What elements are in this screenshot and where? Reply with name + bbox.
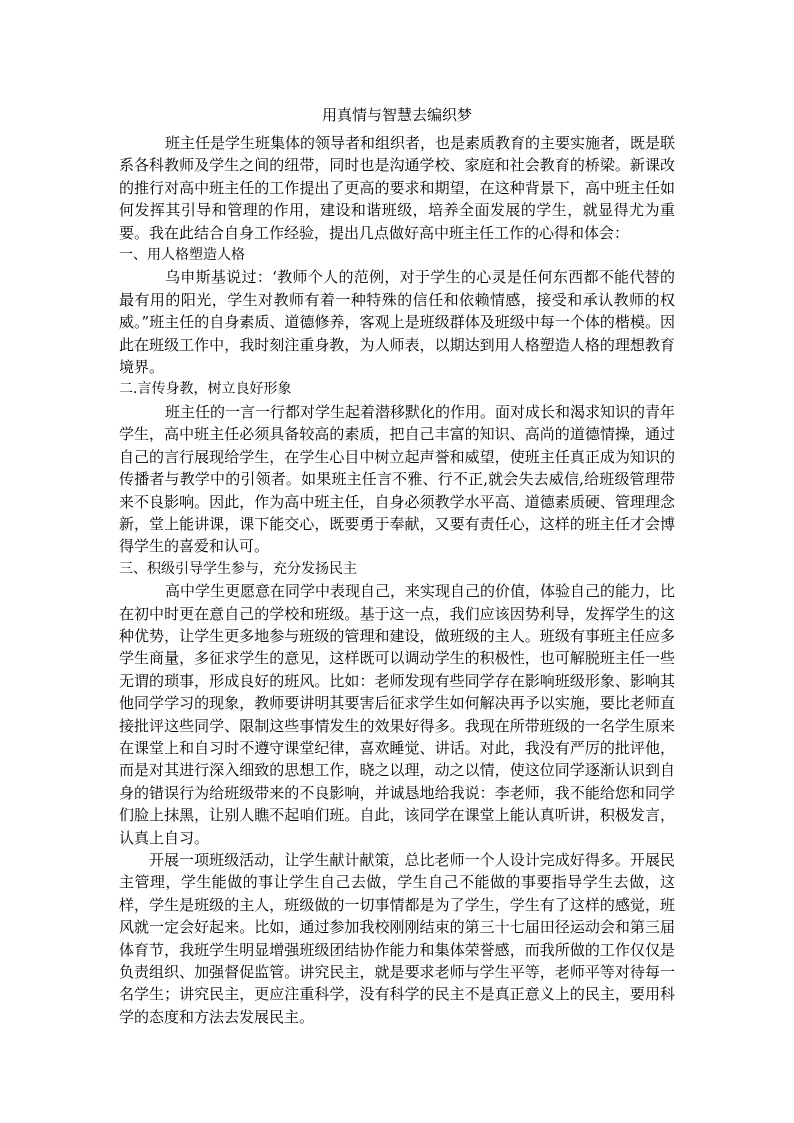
section-1-heading: 一、用人格塑造人格 bbox=[119, 247, 245, 264]
section-2-heading: 二.言传身教，树立良好形象 bbox=[119, 381, 292, 398]
section-3-heading: 三、积级引导学生参与，充分发扬民主 bbox=[119, 560, 357, 577]
intro-paragraph: 班主任是学生班集体的领导者和组织者，也是素质教育的主要实施者，既是联系各科教师及学生之间的纽带，同时也是沟通学校、家庭和社会教育的桥梁。新课改的推行对高中班主任的工作提出了更高的要求和期望，在这种背景下，高中班主任如何发挥其引导和管理的作用，建设和谐班级，培养全面发展的学生，就显得尤为重要。我在此结合自身工作经验，提出几点做好高中班主任工作的心得和体会： bbox=[119, 134, 676, 242]
section-3-paragraph-2: 开展一项班级活动，让学生献计献策，总比老师一个人设计完成好得多。开展民主管理，学生能做的事让学生自己去做，学生自己不能做的事要指导学生去做，这样，学生是班级的主人，班级做的一切事情都是为了学生，学生有了这样的感觉，班风就一定会好起来。比如，通过参加我校刚刚结束的第三十七届田径运动会和第三届体育节，我班学生明显增强班级团结协作能力和集体荣誉感，而我所做的工作仅仅是负责组织、加强督促监管。讲究民主，就是要求老师与学生平等，老师平等对待每一名学生；讲究民主，更应注重科学，没有科学的民主不是真正意义上的民主，要用科学的态度和方法去发展民主。 bbox=[119, 851, 675, 1026]
document-title: 用真情与智慧去编织梦 bbox=[321, 106, 472, 124]
section-3-paragraph-1: 高中学生更愿意在同学中表现自己，来实现自己的价值，体验自己的能力，比在初中时更在意自己的学校和班级。基于这一点，我们应该因势利导，发挥学生的这种优势，让学生更多地参与班级的管理和建设，做班级的主人。班级有事班主任应多学生商量，多征求学生的意见，这样既可以调动学生的积极性，也可解脱班主任一些无谓的琐事，形成良好的班风。比如：老师发现有些同学存在影响班级形象、影响其他同学学习的现象，教师要讲明其要害后征求学生如何解决再予以实施，要比老师直接批评这些同学、限制这些事情发生的效果好得多。我现在所带班级的一名学生原来在课堂上和自习时不遵守课堂纪律，喜欢睡觉、讲话。对此，我没有严厉的批评他，而是对其进行深入细致的思想工作，晓之以理，动之以情，使这位同学逐渐认识到自身的错误行为给班级带来的不良影响，并诚恳地给我说：李老师，我不能给您和同学们脸上抹黑，让别人瞧不起咱们班。自此，该同学在课堂上能认真听讲，积极发言，认真上自习。 bbox=[119, 582, 676, 847]
section-1-paragraph: 乌申斯基说过：‘教师个人的范例，对于学生的心灵是任何东西都不能代替的最有用的阳光，学生对教师有着一种特殊的信任和依赖情感，接受和承认教师的权威。”班主任的自身素质、道德修养，客观上是班级群体及班级中每一个体的楷模。因此在班级工作中，我时刻注重身教，为人师表，以期达到用人格塑造人格的理想教育境界。 bbox=[119, 268, 675, 377]
section-2-paragraph: 班主任的一言一行都对学生起着潜移默化的作用。面对成长和渴求知识的青年学生，高中班主任必须具备较高的素质，把自己丰富的知识、高尚的道德情操，通过自己的言行展现给学生，在学生心目中树立起声誉和威望，使班主任真正成为知识的传播者与教学中的引领者。如果班主任言不雅、行不正,就会失去威信,给班级管理带来不良影响。因此，作为高中班主任，自身必须教学水平高、道德素质硬、管理理念新，堂上能讲课，课下能交心，既要勇于奉献，又要有责任心，这样的班主任才会博得学生的喜爱和认可。 bbox=[119, 402, 676, 556]
document-page bbox=[119, 104, 675, 1028]
